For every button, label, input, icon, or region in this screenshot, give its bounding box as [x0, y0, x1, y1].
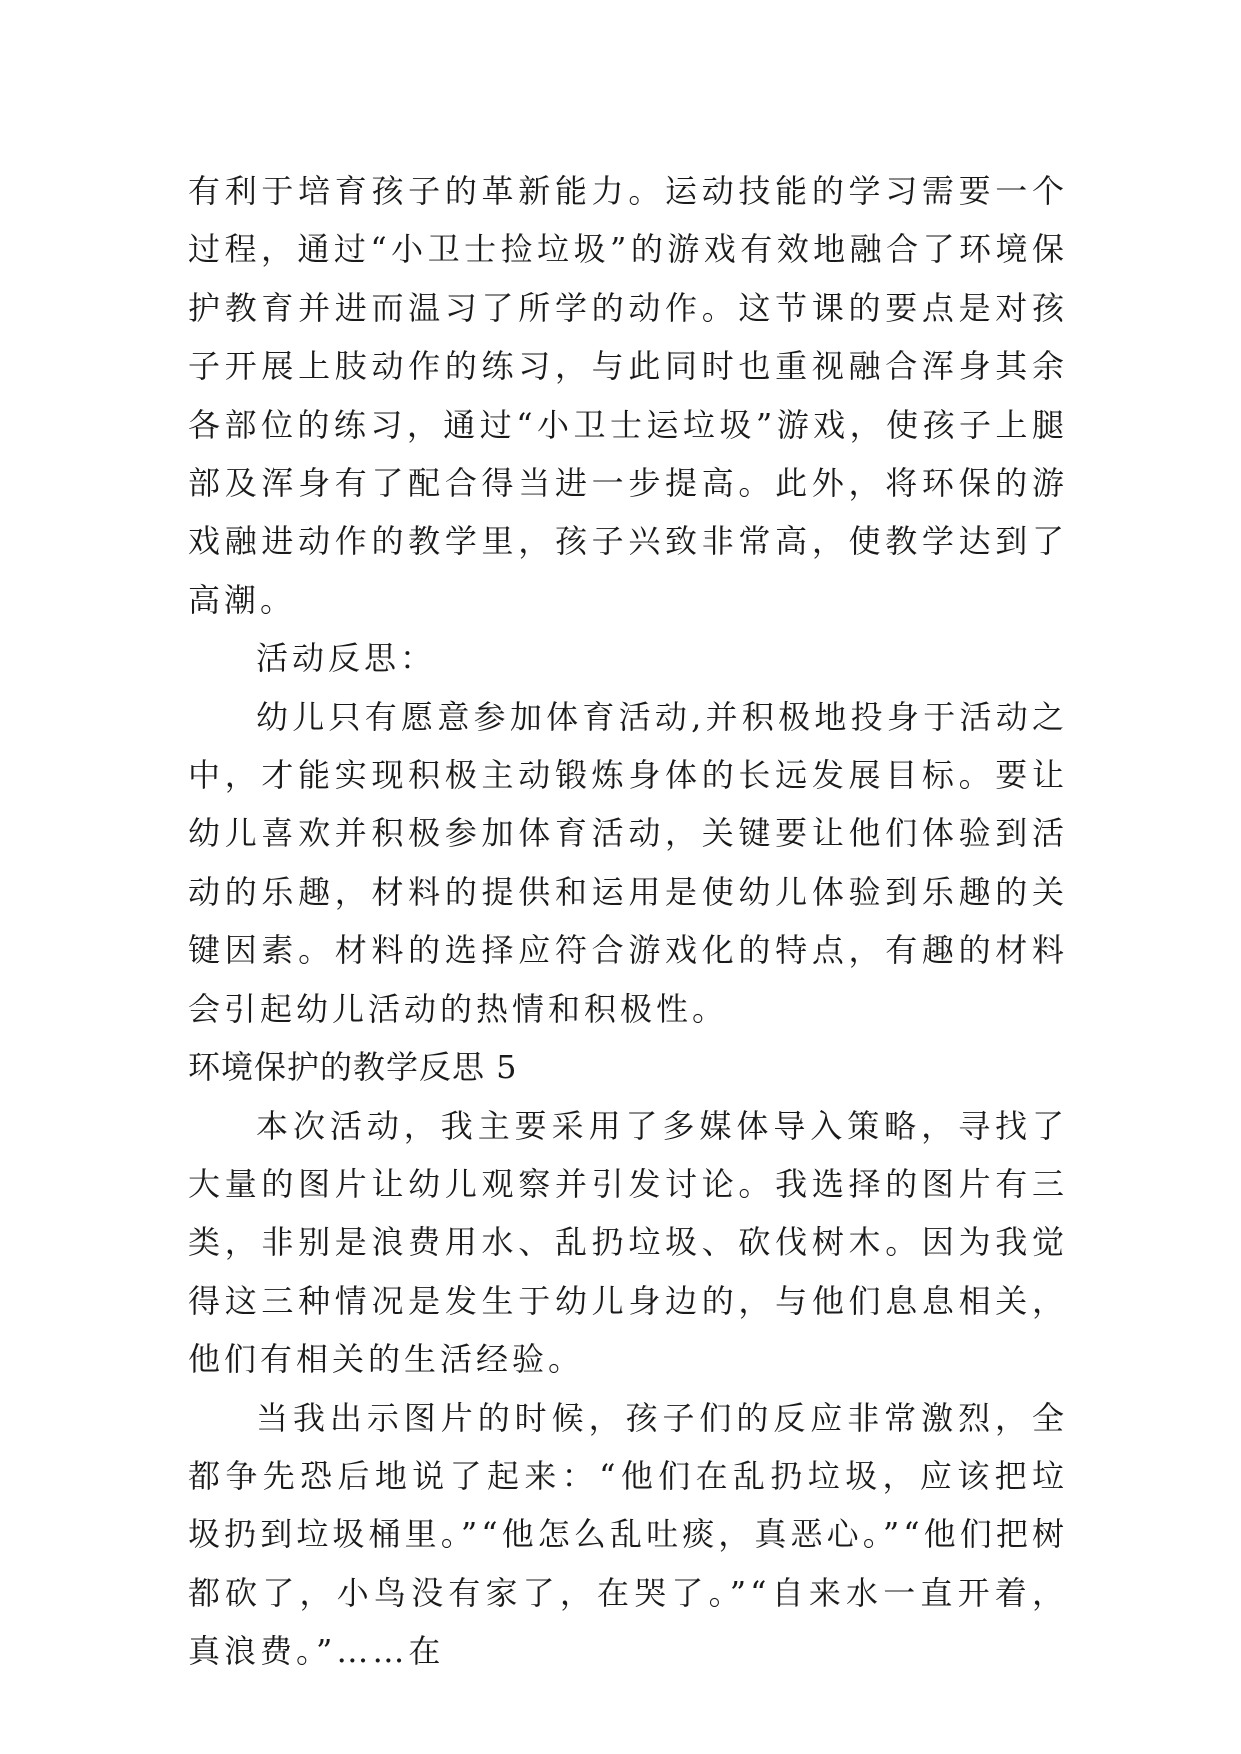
- document-body: [188, 162, 1068, 1681]
- section-title: 环境保护的教学反思 5: [188, 1048, 518, 1087]
- paragraph-4: 本次活动，我主要采用了多媒体导入策略，寻找了大量的图片让幼儿观察并引发讨论。我选择的图片有三类，非别是浪费用水、乱扔垃圾、砍伐树木。因为我觉得这三种情况是发生于幼儿身边的，与他们息息相关，他们有相关的生活经验。: [188, 1106, 1068, 1379]
- paragraph-3: 幼儿只有愿意参加体育活动,并积极地投身于活动之中，才能实现积极主动锻炼身体的长远发展目标。要让幼儿喜欢并积极参加体育活动，关键要让他们体验到活动的乐趣，材料的提供和运用是使幼儿体验到乐趣的关键因素。材料的选择应符合游戏化的特点，有趣的材料会引起幼儿活动的热情和积极性。: [188, 697, 1068, 1028]
- paragraph-5: 当我出示图片的时候，孩子们的反应非常激烈，全都争先恐后地说了起来：“他们在乱扔垃圾，应该把垃圾扔到垃圾桶里。”“他怎么乱吐痰，真恶心。”“他们把树都砍了，小鸟没有家了，在哭了。”“自来水一直开着，真浪费。”……在: [188, 1398, 1068, 1671]
- activity-reflection-heading: 活动反思：: [256, 639, 437, 678]
- paragraph-1: 有利于培育孩子的革新能力。运动技能的学习需要一个过程，通过“小卫士捡垃圾”的游戏有效地融合了环境保护教育并进而温习了所学的动作。这节课的要点是对孩子开展上肢动作的练习，与此同时也重视融合浑身其余各部位的练习，通过“小卫士运垃圾”游戏，使孩子上腿部及浑身有了配合得当进一步提高。此外，将环保的游戏融进动作的教学里，孩子兴致非常高，使教学达到了高潮。: [188, 172, 1068, 619]
